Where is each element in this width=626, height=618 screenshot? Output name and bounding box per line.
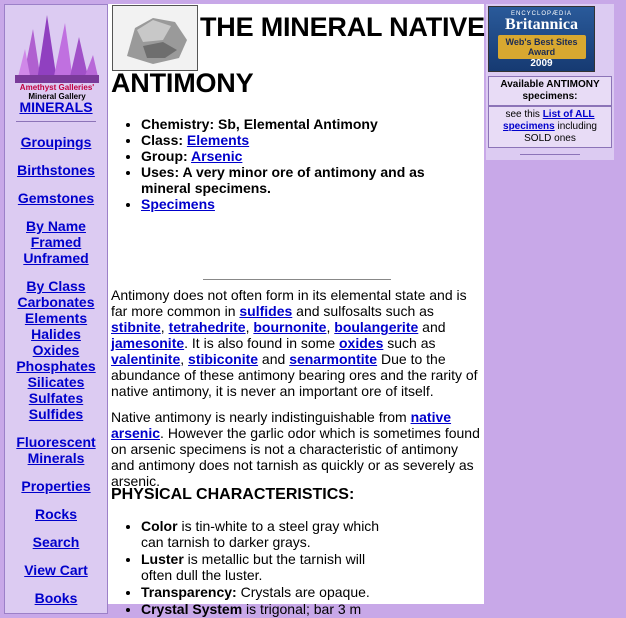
class-elements-link[interactable]: Elements [186, 132, 250, 148]
description-paragraph-1 [111, 287, 481, 399]
see-text: see this [505, 109, 543, 120]
phys-label: Crystal System [141, 601, 243, 617]
left-navigation [4, 4, 108, 614]
senarmontite-link[interactable]: senarmontite [289, 351, 378, 367]
nav-group [5, 562, 107, 578]
para-text: , [180, 351, 189, 367]
phys-text: is metallic but the tarnish will often dull the luster. [141, 551, 366, 583]
main-content [108, 4, 485, 617]
nav-link[interactable]: Silicates [27, 374, 85, 390]
all-specimens-box [488, 106, 612, 148]
amethyst-crystal-icon [13, 9, 101, 85]
nav-link[interactable]: Minerals [27, 450, 85, 466]
nav-link[interactable]: Books [34, 590, 78, 606]
nav-group [5, 190, 107, 206]
nav-link[interactable]: Search [32, 534, 80, 550]
nav-group [5, 590, 107, 606]
phys-item-luster [141, 551, 391, 583]
nav-groups [5, 134, 107, 606]
nav-group [5, 506, 107, 522]
phys-text: is tin-white to a steel gray which can tarnish to darker grays. [141, 518, 380, 550]
jamesonite-link[interactable]: jamesonite [111, 335, 185, 351]
fact-specimens [141, 196, 476, 212]
para-text: Antimony does not often form in its elemental state and is far more common in [111, 287, 467, 319]
fact-group-label: Group: [141, 148, 192, 164]
fact-uses: • Uses: A very minor ore of antimony and as mineral specimens. [141, 164, 476, 196]
para-text: Native antimony is nearly indistinguishable from [111, 409, 411, 425]
logo-brand-text: Amethyst Galleries' [19, 83, 95, 92]
stibnite-link[interactable]: stibnite [111, 319, 161, 335]
oxides-link[interactable]: oxides [339, 335, 384, 351]
nav-group [5, 162, 107, 178]
nav-link[interactable]: Groupings [20, 134, 92, 150]
nav-link[interactable]: Elements [24, 310, 88, 326]
para-text: and sulfosalts such as [292, 303, 434, 319]
antimony-specimen-photo [112, 5, 198, 71]
para-text: . However the garlic odor which is sometimes found on arsenic specimens is not a characteristic of antimony and antimony does not tarnish as quickly or as severely as arsenic. [111, 425, 480, 489]
mineral-facts-list [141, 116, 476, 212]
para-text: , [245, 319, 254, 335]
nav-link[interactable]: Unframed [23, 250, 89, 266]
para-text: . It is also found in some [184, 335, 339, 351]
phys-label: Color [141, 518, 178, 534]
award-badge-text: Web's Best Sites Award [498, 35, 586, 59]
fact-group [141, 148, 476, 164]
nav-group [5, 434, 107, 466]
nav-link[interactable]: Phosphates [16, 358, 96, 374]
nav-link[interactable]: Rocks [34, 506, 78, 522]
phys-label: Transparency: [141, 584, 237, 600]
para-text: and [418, 319, 446, 335]
para-text: such as [383, 335, 436, 351]
fact-class [141, 132, 476, 148]
para-text: , [160, 319, 169, 335]
award-encyclopaedia-text: ENCYCLOPÆDIA [510, 11, 572, 17]
description-paragraph-2 [111, 409, 481, 489]
content-divider [203, 279, 391, 280]
nav-link[interactable]: By Class [26, 278, 86, 294]
bournonite-link[interactable]: bournonite [253, 319, 327, 335]
para-text: Due to the abundance of these antimony bearing ores and the rarity of native antimony, it is never an important ore of itself. [111, 351, 478, 399]
nav-group [5, 278, 107, 422]
boulangerite-link[interactable]: boulangerite [334, 319, 419, 335]
site-logo[interactable] [5, 5, 107, 101]
physical-characteristics-list [141, 518, 391, 618]
britannica-award-badge[interactable] [488, 6, 595, 72]
fact-chemistry: • Chemistry: Sb, Elemental Antimony [141, 116, 476, 132]
valentinite-link[interactable]: valentinite [111, 351, 181, 367]
physical-characteristics-heading: PHYSICAL CHARACTERISTICS: [111, 486, 355, 503]
nav-link[interactable]: Carbonates [17, 294, 95, 310]
nav-group [5, 478, 107, 494]
award-brand-text: Britannica [505, 16, 578, 33]
page-title-line2: ANTIMONY [111, 68, 254, 98]
nav-link[interactable]: Oxides [32, 342, 80, 358]
nav-link[interactable]: Gemstones [17, 190, 95, 206]
fact-class-label: Class: [141, 132, 187, 148]
list-all-specimens-link[interactable]: List of ALL specimens [503, 109, 595, 132]
tetrahedrite-link[interactable]: tetrahedrite [168, 319, 246, 335]
stibiconite-link[interactable]: stibiconite [188, 351, 259, 367]
nav-link[interactable]: Framed [30, 234, 82, 250]
para-text: , [326, 319, 335, 335]
nav-group [5, 218, 107, 266]
native-arsenic-link[interactable]: native arsenic [111, 409, 452, 441]
see-post-text: including SOLD ones [524, 121, 597, 144]
specimen-image-icon [113, 6, 197, 70]
nav-link[interactable]: Halides [31, 326, 81, 342]
nav-link[interactable]: View Cart [24, 562, 88, 578]
phys-item-crystal-system [141, 601, 391, 617]
nav-link[interactable]: Sulfides [28, 406, 84, 422]
phys-text: is trigonal; bar 3 m [242, 601, 362, 617]
nav-group [5, 534, 107, 550]
nav-link[interactable]: Properties [21, 478, 91, 494]
nav-divider [16, 121, 96, 122]
phys-text: Crystals are opaque. [236, 584, 370, 600]
phys-label: Luster [141, 551, 184, 567]
available-specimens-box: Available ANTIMONY specimens: [488, 76, 612, 106]
specimens-link[interactable]: Specimens [141, 196, 215, 212]
award-year-text: 2009 [530, 58, 553, 69]
nav-link[interactable]: Fluorescent [16, 434, 96, 450]
para-text: and [258, 351, 290, 367]
group-arsenic-link[interactable]: Arsenic [191, 148, 243, 164]
page-title-line1: THE MINERAL NATIVE [200, 12, 485, 42]
sidebar-divider [520, 154, 580, 155]
nav-group [5, 134, 107, 150]
nav-link[interactable]: Birthstones [17, 162, 95, 178]
right-sidebar [486, 4, 614, 160]
phys-item-transparency [141, 584, 391, 600]
logo-subtitle: Mineral Gallery [28, 92, 86, 101]
sulfides-link[interactable]: sulfides [239, 303, 293, 319]
nav-minerals-link[interactable]: MINERALS [19, 99, 93, 115]
phys-item-color [141, 518, 391, 550]
nav-link[interactable]: Sulfates [28, 390, 84, 406]
nav-link[interactable]: By Name [26, 218, 86, 234]
